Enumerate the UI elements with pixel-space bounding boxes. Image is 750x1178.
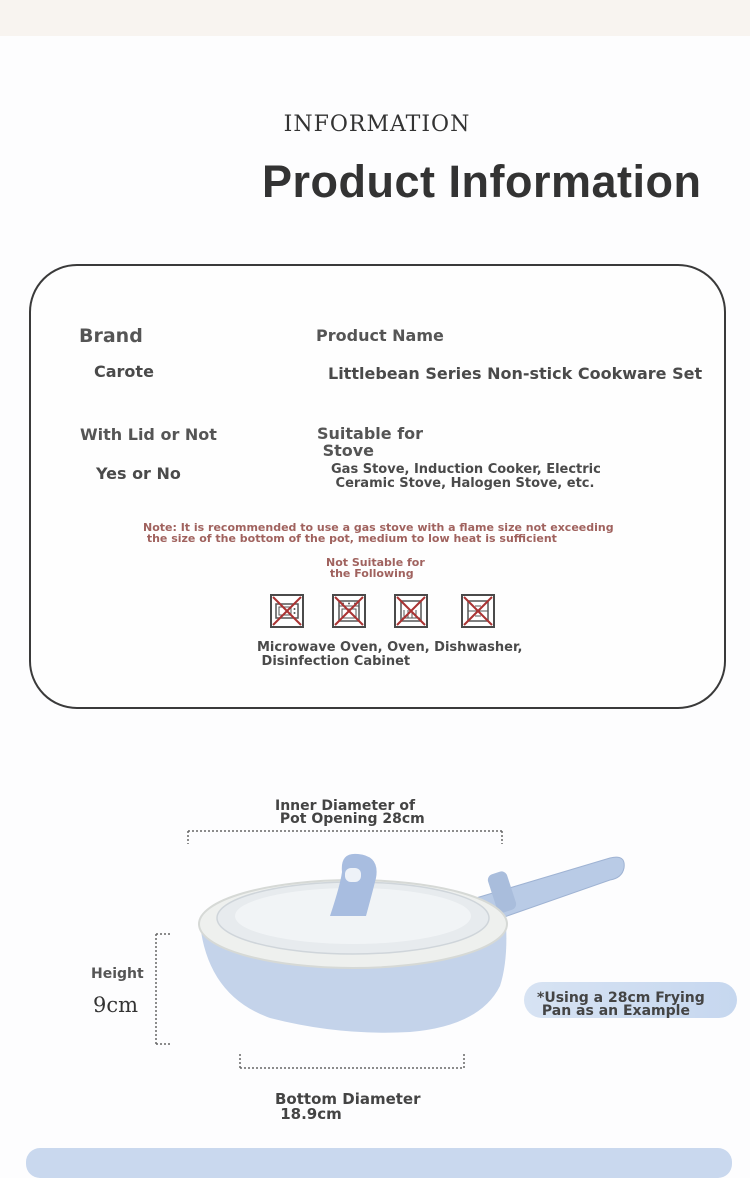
inner-diameter-measure-line	[186, 828, 506, 846]
disinfection-cabinet-icon	[461, 594, 495, 628]
inner-diameter-label: Inner Diameter of Pot Opening 28cm	[275, 798, 425, 827]
microwave-icon	[270, 594, 304, 628]
example-note: *Using a 28cm Frying Pan as an Example	[537, 990, 705, 1019]
bottom-diameter-measure-line	[236, 1052, 468, 1072]
brand-label: Brand	[79, 325, 143, 347]
bottom-diameter-label: Bottom Diameter 18.9cm	[275, 1090, 421, 1123]
height-measure-line	[152, 930, 174, 1048]
lid-label: With Lid or Not	[80, 425, 217, 444]
page-title: Product Information	[262, 156, 702, 207]
stove-value: Gas Stove, Induction Cooker, Electric Ceramic Stove, Halogen Stove, etc.	[331, 462, 601, 491]
not-suitable-list: Microwave Oven, Oven, Dishwasher, Disinfection Cabinet	[257, 640, 523, 669]
height-value: 9cm	[93, 993, 139, 1017]
top-band	[0, 0, 750, 36]
section-kicker: INFORMATION	[283, 112, 471, 137]
usage-note: Note: It is recommended to use a gas stove with a flame size not exceeding the size of the bottom of the pot, medium to low heat is sufficient	[143, 521, 614, 545]
height-label: Height	[91, 966, 144, 982]
lid-value: Yes or No	[96, 464, 181, 483]
not-suitable-label: Not Suitable for the Following	[326, 556, 425, 580]
brand-value: Carote	[94, 362, 154, 381]
oven-icon	[332, 594, 366, 628]
bottom-band	[26, 1148, 732, 1178]
dishwasher-icon	[394, 594, 428, 628]
product-name-label: Product Name	[316, 326, 444, 345]
product-name-value: Littlebean Series Non-stick Cookware Set	[328, 364, 703, 383]
stove-label: Suitable for Stove	[317, 424, 424, 460]
